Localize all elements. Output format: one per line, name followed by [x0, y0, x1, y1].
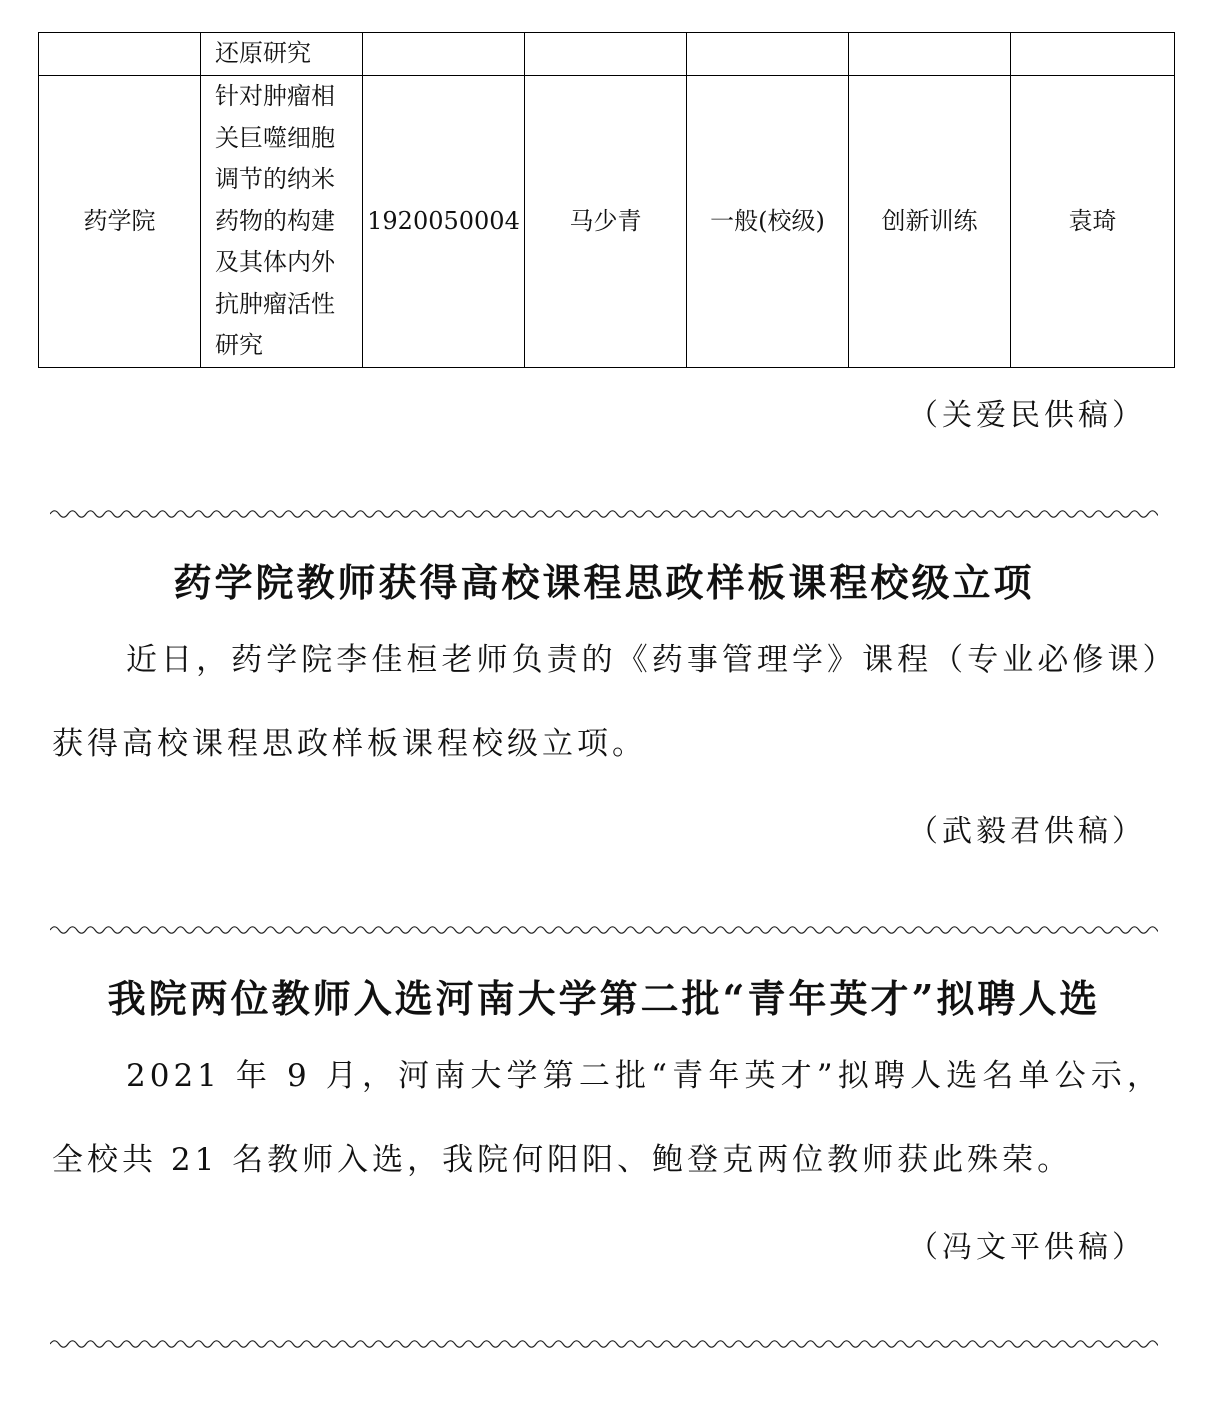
credit-line: （关爱民供稿）: [908, 398, 1146, 433]
level-cell: [687, 33, 849, 76]
project-title-line: 针对肿瘤相: [215, 82, 335, 111]
project-title-line: 及其体内外: [215, 248, 335, 277]
project-title-cell: 还原研究: [201, 33, 363, 76]
wavy-divider: [50, 924, 1158, 936]
project-title-line: 药物的构建: [215, 206, 335, 235]
level-cell: 一般(校级): [687, 76, 849, 368]
project-title-cell: [201, 76, 363, 368]
article-headline: 我院两位教师入选河南大学第二批“青年英才”拟聘人选: [107, 976, 1101, 1021]
advisor-cell: [1011, 33, 1175, 76]
project-id-cell: 1920050004: [363, 76, 525, 368]
article-body: 近日，药学院李佳桓老师负责的《药事管理学》课程（专业必修课）获得高校课程思政样板课程校级立项。: [52, 642, 1162, 762]
college-cell: [39, 33, 201, 76]
article-body: 2021 年 9 月，河南大学第二批“青年英才”拟聘人选名单公示，全校共 21 名教师入选，我院何阳阳、鲍登克两位教师获此殊荣。: [52, 1058, 1162, 1178]
wavy-divider: [50, 508, 1158, 520]
leader-cell: 马少青: [525, 76, 687, 368]
category-cell: 创新训练: [849, 76, 1011, 368]
credit-line: （冯文平供稿）: [908, 1230, 1146, 1265]
project-title-line: 调节的纳米: [215, 165, 335, 194]
category-cell: [849, 33, 1011, 76]
article-headline: 药学院教师获得高校课程思政样板课程校级立项: [173, 560, 1035, 605]
table-row: [39, 76, 1175, 368]
project-id-cell: [363, 33, 525, 76]
credit-line: （武毅君供稿）: [908, 814, 1146, 849]
leader-cell: [525, 33, 687, 76]
wavy-divider: [50, 1338, 1158, 1350]
project-title-line: 关巨噬细胞: [215, 123, 335, 152]
project-title-line: 抗肿瘤活性: [215, 289, 335, 318]
advisor-cell: 袁琦: [1011, 76, 1175, 368]
wave-line: [50, 1341, 1158, 1347]
project-table: [38, 32, 1175, 368]
college-cell: 药学院: [39, 76, 201, 368]
wave-line: [50, 511, 1158, 517]
wave-line: [50, 927, 1158, 933]
table-row: [39, 33, 1175, 76]
project-title-line: 研究: [215, 331, 263, 360]
